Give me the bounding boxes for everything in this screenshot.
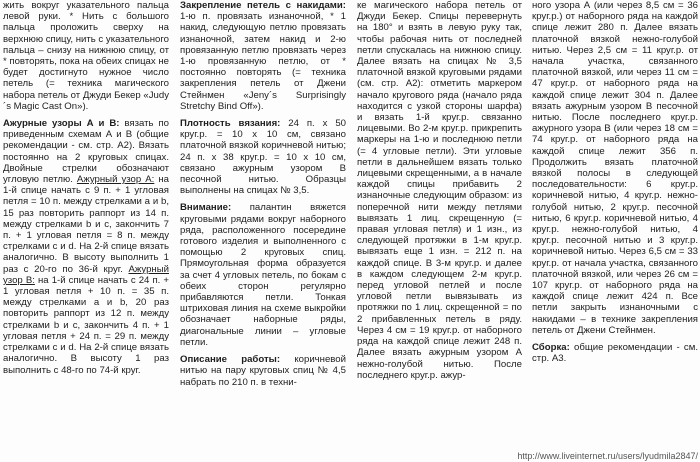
text-run: на 1-й спице начать с 24 п. + 1 угловая петля + 10 п. = 35 п. между стрелками a и b, 20 раз повторить раппорт из 12 п. между стрелками b и c, закончить 4 п. + 1 угловая петля + 24 п. = 29 п. между стрелками c и d. На 2-й спице вязать аналогично. В высоту 1 раз выполнить с 48-го по 74-й круг. xyxy=(3,274,169,376)
text-run: на 1-й спице начать с 9 п. + 1 угловая петля = 10 п. между стрелками a и b, 15 раз повторить раппорт из 14 п. между стрелками b и c, закончить 7 п. + 1 угловая петля = 8 п. между стрелками c и d. На 2-й спице вязать аналогично. В высоту выполнить 1 раз с 20-го по 36-й круг. xyxy=(3,174,169,275)
section-heading: Внимание: xyxy=(180,202,232,214)
text-run: коричневой нитью на пару круговых спиц № 4,5 набрать по 210 п. в техни- xyxy=(180,354,346,388)
subheading: Ажурный узор А: xyxy=(76,174,155,186)
text-run: ке магического набора петель от Джуди Бекер. Спицы перевернуть на 180° и взять в левую руку так, чтобы рабочая нить от последней петли спускалась на нижнюю спицу. Далее вязать на спицах № 3,5 платочной вязкой круговыми рядами (см. стр. А2): отметить маркером начало кругового ряда (начало ряда находится с узкой стороны шарфа) и вязать 1-й круг.р. связанно лицевыми. Во 2-м круг.р. прикрепить маркеры на 1-ю и последнюю петли (= 4 угловые петли). Эти угловые петли в дальнейшем вязать только лицевыми скрещенными, а в начале каждой спицы прибавить 2 изнаночные следующим образом: из поперечной нити между петлями вывязать 1 лиц. скрещенную (= правая угловая петля) и 1 изн., из следующей протяжки в 1-м круг.р. вывязать еще 1 изн. = 212 п. на каждой спице. В 3-м круг.р. и далее в каждом следующем 2-м круг.р. перед угловой петлей и после угловой петли вывязывать из протяжки по 1 лиц. скрещенной = по 2 прибавленных петель в ряду. Через 4 см = 19 круг.р. от наборного ряда на каждой спице лежит 248 п. Далее вязать ажурным узором А нежно-голубой нитью. После последнего круг.р. ажур- xyxy=(357,0,522,381)
text-run: 24 п. х 50 круг.р. = 10 х 10 см, связано платочной вязкой коричневой нитью; 24 п. х 38 круг.р. = 10 х 10 см, связано ажурным узором В песочной нитью. Образцы выполнены на спицах № 3,5. xyxy=(180,118,346,197)
paragraph xyxy=(180,202,346,348)
text-run: палантин вяжется круговыми рядами вокруг наборного ряда, расположенного посередине готового изделия и выполненного с помощью 2 круговых спиц. Прямоугольная форма образуется за счет 4 угловых петель, по бокам с обеих сторон регулярно прибавляются петли. Тонкая штриховая линия на схеме выкройки обозначает наборные ряды, диагональные линии – угловые петли. xyxy=(180,202,346,348)
section-heading: Описание работы: xyxy=(180,354,281,366)
text-run: вязать по приведенным схемам А и В (общие рекомендации - см. стр. А2). Вязать постоянно на 2 круговых спицах. Двойные стрелки обозначают угловую петлю. xyxy=(3,118,169,186)
paragraph xyxy=(180,0,346,112)
paragraph xyxy=(532,0,698,336)
section-heading: Плотность вязания: xyxy=(180,118,281,130)
text-run: ного узора А (или через 8,5 см = 36 круг.р.) от наборного ряда на каждой спице лежит 280 п. Далее вязать платочной вязкой нежно-голубой нитью. Через 2,5 см = 11 круг.р. от начала участка, связанного платочной вязкой, или через 11 см = 47 круг.р. от наборного ряда на каждой спице лежит 304 п. Далее вязать ажурным узором В песочной нитью. После последнего круг.р. ажурного узора В (или через 18 см = 74 круг.р. от наборного ряда на каждой спице лежит 356 п. Продолжить вязать платочной вязкой полосы в следующей последовательности: 6 круг.р. коричневой нитью, 4 круг.р. нежно-голубой нитью, 2 круг.р. песочной нитью, 6 круг.р. коричневой нитью, 4 круг.р. нежно-голубой нитью, 4 круг.р. песочной нитью и 3 круг.р. коричневой нитью. Через 6,5 см = 33 круг.р. от начала участка, связанного платочной вязкой, или через 26 см = 107 круг.р. от наборного ряда на каждой спице лежит 424 п. Все петли закрыть изнаночными с накидами – в технике закрепления петель от Джени Стейнмен. xyxy=(532,0,698,336)
watermark-url[interactable]: http://www.liveinternet.ru/users/lyudmila2847/ xyxy=(514,451,698,461)
paragraph xyxy=(3,118,169,376)
text-run: жить вокруг указательного пальца левой руки. * Нить с большого пальца проложить сверху на верхнюю спицу, нить с указательного пальца – снизу на нижнюю спицу, от * повторять, пока на обеих спицах не будет достигнуто нужное число петель (= техника магического набора петель от Джуди Бекер «Judy´s Magic Cast On»). xyxy=(3,0,169,112)
paragraph xyxy=(180,354,346,388)
paragraph xyxy=(532,342,698,364)
paragraph xyxy=(180,118,346,196)
text-column-4 xyxy=(532,0,698,462)
section-heading: Сборка: xyxy=(532,342,570,354)
text-run: 1-ю п. провязать изнаночной, * 1 накид, следующую петлю провязать изнаночной, затем накид и 2-ю провязанную петлю провязать через 1-ю провязанную петлю, от * постоянно повторять (= техника закрепления петель от Джени Стейнмен «Jeny´s Surprisingly Stretchy Bind Off»). xyxy=(180,11,346,112)
section-heading: Ажурные узоры А и В: xyxy=(3,118,120,130)
subheading: Ажурный узор В: xyxy=(3,263,169,286)
text-run: общие рекомендации - см. стр. А3. xyxy=(532,342,698,365)
paragraph xyxy=(3,0,169,112)
paragraph xyxy=(357,0,522,381)
text-column-2 xyxy=(180,0,346,462)
section-heading: Закрепление петель с накидами: xyxy=(180,0,346,11)
text-column-1 xyxy=(3,0,169,462)
text-column-3 xyxy=(357,0,522,462)
